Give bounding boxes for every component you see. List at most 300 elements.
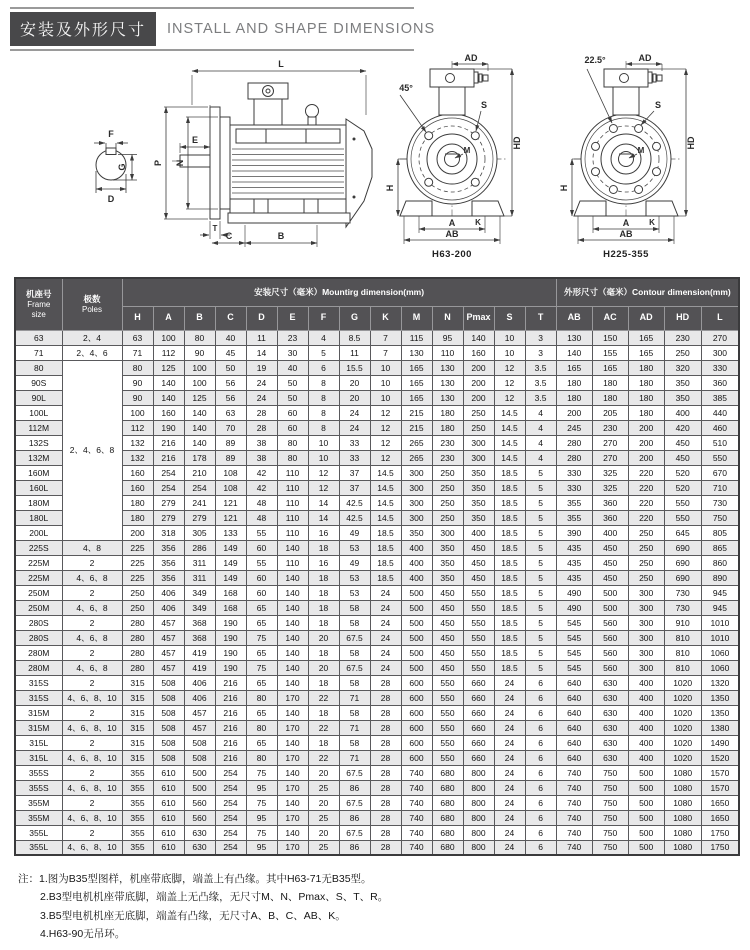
col-header-b: B [184,306,215,330]
dimension-cell: 110 [432,345,463,360]
dimension-cell: 63 [215,405,246,420]
dimension-cell: 6 [525,705,556,720]
table-row [15,630,739,645]
page-title-cn: 安装及外形尺寸 [10,12,156,46]
dimension-cell: 170 [277,840,308,855]
dimension-cell: 65 [246,705,277,720]
dimension-cell: 48 [246,510,277,525]
dimension-cell: 5 [525,540,556,555]
dimension-cell: 865 [701,540,739,555]
dimension-cell: 80 [184,330,215,345]
dimension-cell: 450 [592,540,628,555]
frame-header-en2: size [31,309,46,319]
dimension-cell: 600 [401,705,432,720]
dimension-cell: 435 [556,570,592,585]
dimension-cell: 800 [463,825,494,840]
dimension-cell: 355 [122,765,153,780]
dimension-cell: 400 [628,690,664,705]
dimension-cell: 325 [592,465,628,480]
dimension-cell: 330 [556,480,592,495]
dimension-cell: 740 [556,795,592,810]
dimension-cell: 86 [339,840,370,855]
dimension-cell: 7 [370,330,401,345]
dimension-cell: 28 [370,690,401,705]
dimension-cell: 254 [215,780,246,795]
dimension-cell: 550 [463,630,494,645]
dimension-cell: 165 [592,360,628,375]
dimension-cell: 28 [370,795,401,810]
dimension-cell: 320 [664,360,701,375]
dimension-cell: 330 [701,360,739,375]
dimension-cell: 311 [184,570,215,585]
dimension-cell: 71 [339,720,370,735]
dimension-cell: 65 [246,600,277,615]
dimension-cell: 140 [277,825,308,840]
dimension-cell: 400 [628,750,664,765]
dimension-cell: 170 [277,720,308,735]
dimension-cell: 280 [122,660,153,675]
dimension-cell: 55 [246,555,277,570]
dimension-cell: 230 [592,420,628,435]
dimension-cell: 355 [556,510,592,525]
dimension-cell: 140 [277,600,308,615]
dimension-cell: 5 [525,480,556,495]
dimension-cell: 500 [184,765,215,780]
dimension-cell: 180 [628,360,664,375]
dimension-cell: 140 [184,435,215,450]
svg-text:H225-355: H225-355 [603,249,649,260]
dimension-cell: 216 [215,675,246,690]
dimension-cell: 18 [308,645,339,660]
poles-cell: 2 [62,645,122,660]
table-row [15,510,739,525]
dimension-cell: 14.5 [494,420,525,435]
poles-cell: 4、6、8 [62,600,122,615]
dimension-cell: 60 [246,540,277,555]
dimension-cell: 110 [277,465,308,480]
dimension-table [14,277,740,856]
dimension-cell: 37 [339,480,370,495]
dimension-cell: 545 [556,645,592,660]
dimension-cell: 250 [122,600,153,615]
dimension-cell: 230 [432,450,463,465]
dimension-cell: 130 [432,375,463,390]
dimension-cell: 18.5 [370,540,401,555]
table-row [15,345,739,360]
dimension-cell: 49 [339,525,370,540]
col-header-a: A [153,306,184,330]
dimension-cell: 170 [277,810,308,825]
dimension-cell: 740 [401,765,432,780]
dimension-cell: 14.5 [370,510,401,525]
frame-size-cell: 250M [15,600,62,615]
dimension-cell: 58 [339,600,370,615]
dimension-cell: 750 [592,810,628,825]
dimension-cell: 130 [432,360,463,375]
dimension-cell: 180 [432,420,463,435]
dimension-cell: 49 [339,555,370,570]
dimension-cell: 500 [628,810,664,825]
dimension-cell: 280 [556,435,592,450]
dimension-cell: 165 [401,375,432,390]
dimension-cell: 750 [592,840,628,855]
dimension-cell: 690 [664,555,701,570]
svg-text:A: A [448,218,456,228]
frame-size-cell: 315M [15,720,62,735]
dimension-cell: 550 [432,675,463,690]
dimension-cell: 20 [308,795,339,810]
dimension-cell: 420 [664,420,701,435]
dimension-cell: 520 [664,465,701,480]
dimension-cell: 457 [153,630,184,645]
dimension-cell: 400 [463,525,494,540]
dimension-cell: 3 [525,345,556,360]
dimension-cell: 45 [215,345,246,360]
dimension-cell: 12 [494,390,525,405]
table-row [15,555,739,570]
poles-cell: 2 [62,795,122,810]
dimension-cell: 180 [592,375,628,390]
dimension-cell: 10 [370,360,401,375]
dimension-cell: 250 [432,495,463,510]
poles-cell: 4、6、8 [62,570,122,585]
dimension-cell: 5 [525,600,556,615]
dimension-cell: 18 [308,735,339,750]
svg-text:M: M [463,146,471,155]
table-row [15,330,739,345]
dimension-cell: 28 [370,810,401,825]
dimension-cell: 19 [246,360,277,375]
dimension-cell: 48 [246,495,277,510]
dimension-cell: 910 [664,615,701,630]
dimension-cell: 1060 [701,645,739,660]
dimension-cell: 349 [184,600,215,615]
dimension-cell: 12 [308,480,339,495]
dimension-cell: 419 [184,660,215,675]
dimension-cell: 150 [592,330,628,345]
dimension-cell: 5 [525,645,556,660]
dimension-cell: 5 [525,570,556,585]
table-row [15,525,739,540]
dimension-cell: 1060 [701,660,739,675]
dimension-cell: 180 [432,405,463,420]
dimension-cell: 14.5 [494,405,525,420]
dimension-cell: 56 [215,390,246,405]
dimension-cell: 280 [556,450,592,465]
dimension-cell: 58 [339,615,370,630]
frame-header-en1: Frame [27,299,51,309]
dimension-cell: 70 [215,420,246,435]
notes-section [18,870,750,944]
dimension-cell: 350 [401,525,432,540]
dimension-cell: 250 [628,540,664,555]
dimension-cell: 220 [628,510,664,525]
dimension-cell: 630 [592,690,628,705]
svg-text:HD: HD [512,136,522,150]
dimension-cell: 200 [628,420,664,435]
svg-text:AD: AD [638,53,652,63]
dimension-cell: 250 [463,420,494,435]
dimension-cell: 28 [370,750,401,765]
table-row [15,660,739,675]
dimension-cell: 750 [701,510,739,525]
dimension-cell: 75 [246,660,277,675]
dimension-cell: 140 [463,330,494,345]
dimension-cell: 265 [401,450,432,465]
svg-text:H: H [385,184,395,192]
dimension-cell: 220 [628,495,664,510]
dimension-cell: 550 [432,750,463,765]
dimension-cell: 4 [525,405,556,420]
dimension-cell: 315 [122,720,153,735]
dimension-cell: 67.5 [339,630,370,645]
dimension-cell: 610 [153,810,184,825]
dimension-cell: 215 [401,405,432,420]
dimension-cell: 450 [432,645,463,660]
dimension-cell: 10 [308,435,339,450]
dimension-cell: 355 [122,840,153,855]
dimension-cell: 132 [122,435,153,450]
dimension-cell: 20 [308,660,339,675]
dimension-cell: 390 [556,525,592,540]
dimension-cell: 406 [153,585,184,600]
dimension-cell: 730 [664,585,701,600]
dimension-cell: 1080 [664,840,701,855]
dimension-cell: 50 [215,360,246,375]
dimension-cell: 110 [277,480,308,495]
dimension-cell: 450 [432,585,463,600]
dimension-cell: 220 [628,480,664,495]
dimension-cell: 356 [153,570,184,585]
dimension-cell: 140 [277,630,308,645]
dimension-cell: 80 [277,450,308,465]
poles-cell: 2、4、6 [62,345,122,360]
dimension-cell: 645 [664,525,701,540]
dimension-cell: 160 [122,465,153,480]
dimension-cell: 400 [401,570,432,585]
dimension-cell: 450 [432,600,463,615]
dimension-cell: 1570 [701,780,739,795]
dimension-cell: 680 [432,780,463,795]
dimension-cell: 5 [525,660,556,675]
dimension-cell: 640 [556,750,592,765]
table-row [15,675,739,690]
dimension-cell: 12 [370,435,401,450]
dimension-cell: 350 [463,465,494,480]
poles-cell: 2 [62,735,122,750]
svg-text:N: N [175,159,185,167]
dimension-cell: 60 [277,405,308,420]
dimension-cell: 250 [664,345,701,360]
dimension-cell: 168 [215,585,246,600]
poles-cell: 4、6、8、10 [62,750,122,765]
dimension-cell: 550 [664,510,701,525]
dimension-cell: 180 [122,495,153,510]
dimension-cell: 11 [339,345,370,360]
dimension-cell: 14.5 [494,435,525,450]
dimension-cell: 660 [463,720,494,735]
dimension-cell: 300 [401,465,432,480]
dimension-cell: 355 [122,810,153,825]
dimension-cell: 550 [463,615,494,630]
dimension-cell: 750 [592,780,628,795]
dimension-cell: 24 [339,420,370,435]
dimension-cell: 18 [308,585,339,600]
dimension-cell: 8 [308,375,339,390]
dimension-cell: 22 [308,720,339,735]
dimension-cell: 24 [494,750,525,765]
frame-size-cell: 90S [15,375,62,390]
dimension-cell: 24 [494,735,525,750]
table-row [15,720,739,735]
svg-text:F: F [108,129,114,139]
dimension-cell: 200 [628,435,664,450]
dimension-cell: 40 [277,360,308,375]
dimension-cell: 24 [339,405,370,420]
dimension-cell: 450 [463,555,494,570]
dimension-cell: 500 [401,600,432,615]
dimension-cell: 216 [215,750,246,765]
dimension-cell: 75 [246,795,277,810]
dimension-cell: 550 [463,660,494,675]
dimension-cell: 112 [122,420,153,435]
dimension-cell: 140 [184,405,215,420]
dimension-cell: 740 [401,810,432,825]
dimension-cell: 450 [592,570,628,585]
dimension-cell: 730 [664,600,701,615]
dimension-cell: 600 [401,750,432,765]
svg-text:45°: 45° [399,83,413,93]
dimension-cell: 315 [122,675,153,690]
col-header-frame-size [15,278,62,330]
dimension-cell: 22 [308,690,339,705]
dimension-cell: 680 [432,840,463,855]
dimension-cell: 180 [628,375,664,390]
dimension-cell: 680 [432,795,463,810]
dimension-cell: 450 [463,570,494,585]
dimension-cell: 90 [122,390,153,405]
dimension-cell: 1080 [664,810,701,825]
dimension-cell: 18 [308,600,339,615]
dimension-cell: 450 [432,630,463,645]
dimension-cell: 65 [246,615,277,630]
dimension-cell: 450 [592,555,628,570]
dimension-cell: 14.5 [370,480,401,495]
svg-text:22.5°: 22.5° [584,55,606,65]
dimension-cell: 6 [525,720,556,735]
dimension-cell: 406 [184,675,215,690]
table-row [15,690,739,705]
dimension-cell: 33 [339,450,370,465]
svg-text:B: B [277,231,285,241]
dimension-cell: 140 [556,345,592,360]
dimension-cell: 550 [701,450,739,465]
dimension-cell: 8.5 [339,330,370,345]
dimension-cell: 170 [277,780,308,795]
dimension-cell: 750 [592,825,628,840]
dimension-cell: 6 [308,360,339,375]
dimension-cell: 805 [701,525,739,540]
dimension-cell: 149 [215,555,246,570]
dimension-cell: 86 [339,810,370,825]
dimension-cell: 254 [153,480,184,495]
dimension-cell: 6 [525,795,556,810]
dimension-cell: 200 [122,525,153,540]
dimension-cell: 490 [556,600,592,615]
frame-size-cell: 132M [15,450,62,465]
dimension-cell: 500 [592,600,628,615]
dimension-cell: 28 [370,675,401,690]
dimension-cell: 6 [525,780,556,795]
dimension-cell: 53 [339,570,370,585]
dimension-cell: 508 [153,705,184,720]
dimension-cell: 280 [122,645,153,660]
dimension-cell: 6 [525,735,556,750]
dimension-cell: 140 [277,615,308,630]
dimension-cell: 20 [308,765,339,780]
dimension-cell: 740 [556,765,592,780]
dimension-cell: 90 [184,345,215,360]
dimension-cell: 500 [184,780,215,795]
dimension-cell: 190 [153,420,184,435]
dimension-cell: 33 [339,435,370,450]
dimension-cell: 10 [308,450,339,465]
dimension-cell: 18.5 [494,600,525,615]
svg-text:AB: AB [619,229,633,239]
dimension-cell: 24 [494,690,525,705]
dimension-cell: 5 [525,615,556,630]
dimension-cell: 95 [432,330,463,345]
dimension-cell: 6 [525,690,556,705]
dimension-cell: 24 [494,765,525,780]
frame-size-cell: 280M [15,645,62,660]
dimension-cell: 20 [339,390,370,405]
dimension-cell: 190 [215,660,246,675]
dimension-cell: 140 [277,765,308,780]
dimension-cell: 14 [308,510,339,525]
dimension-cell: 165 [401,360,432,375]
dimension-cell: 270 [592,450,628,465]
dimension-cell: 18.5 [494,540,525,555]
dimension-cell: 67.5 [339,795,370,810]
dimension-cell: 18 [308,540,339,555]
table-row [15,360,739,375]
dimension-cell: 610 [153,780,184,795]
dimension-cell: 58 [339,675,370,690]
poles-cell: 2 [62,585,122,600]
col-header-t: T [525,306,556,330]
dimension-cell: 12 [370,420,401,435]
dimension-cell: 7 [370,345,401,360]
note-line-4: 4.H63-90无吊环。 [40,928,126,941]
dimension-cell: 170 [277,690,308,705]
frame-size-cell: 180M [15,495,62,510]
table-body [15,330,739,855]
col-header-g: G [339,306,370,330]
dimension-cell: 50 [277,375,308,390]
col-header-ad: AD [628,306,664,330]
dimension-cell: 550 [463,600,494,615]
dimension-cell: 600 [401,720,432,735]
dimension-cell: 1020 [664,720,701,735]
dimension-cell: 279 [153,495,184,510]
col-header-ab: AB [556,306,592,330]
dimension-cell: 18 [308,570,339,585]
dimension-cell: 300 [628,600,664,615]
dimension-cell: 265 [401,435,432,450]
dimension-cell: 225 [122,570,153,585]
dimension-cell: 279 [153,510,184,525]
